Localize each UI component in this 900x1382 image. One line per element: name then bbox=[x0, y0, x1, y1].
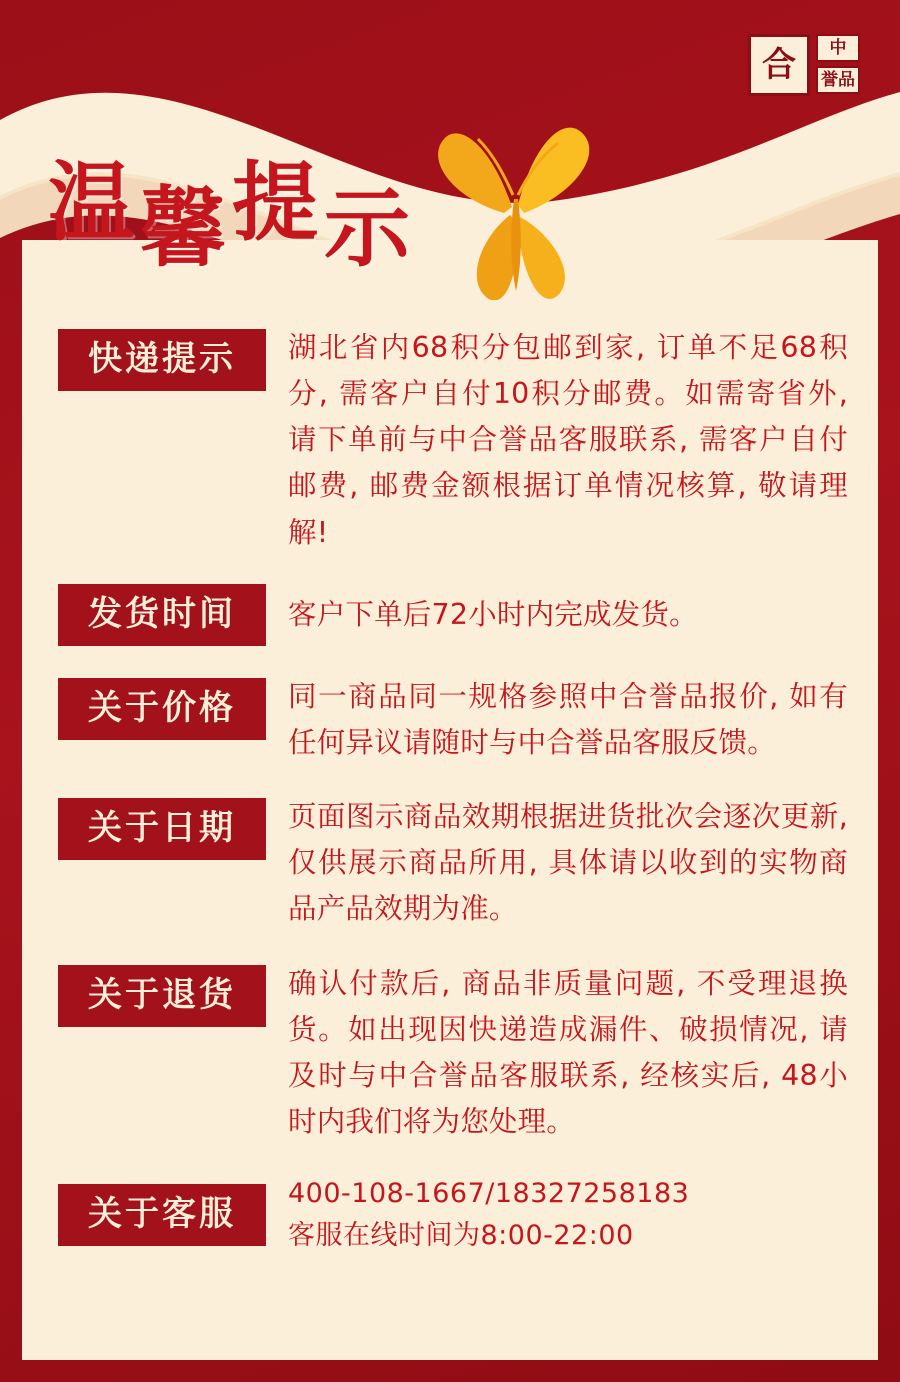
list-item bbox=[22, 325, 878, 556]
title-char-4: 示 bbox=[324, 179, 416, 279]
badge-shipping-time: 发货时间 bbox=[58, 584, 266, 646]
list-item bbox=[22, 584, 878, 646]
title-char-3: 提 bbox=[232, 153, 324, 253]
seal-bottom-icon: 誉品 bbox=[816, 66, 860, 94]
list-item bbox=[22, 1173, 878, 1257]
title-char-2: 馨 bbox=[140, 179, 232, 279]
list-item bbox=[22, 794, 878, 932]
text-shipping-time: 客户下单后72小时内完成发货。 bbox=[288, 597, 698, 631]
text-customer-service bbox=[288, 1173, 848, 1257]
butterfly-icon bbox=[400, 95, 630, 325]
service-phone: 400-108-1667/18327258183 bbox=[288, 1178, 690, 1210]
text-about-returns: 确认付款后, 商品非质量问题, 不受理退换货。如出现因快递造成漏件、破损情况, 请及时与中合誉品客服联系, 经核实后, 48小时内我们将为您处理。 bbox=[288, 966, 848, 1139]
text-about-date: 页面图示商品效期根据进货批次会逐次更新, 仅供展示商品所用, 具体请以收到的实物商品产品效期为准。 bbox=[288, 800, 848, 926]
list-item bbox=[22, 961, 878, 1146]
service-hours: 客服在线时间为8:00-22:00 bbox=[288, 1220, 634, 1252]
badge-express-notice: 快递提示 bbox=[58, 329, 266, 391]
seal-main-icon: 合 bbox=[748, 34, 810, 96]
page-title bbox=[48, 153, 416, 279]
badge-about-date: 关于日期 bbox=[58, 798, 266, 860]
badge-about-returns: 关于退货 bbox=[58, 965, 266, 1027]
title-char-1: 温 bbox=[48, 153, 140, 253]
notice-list bbox=[22, 325, 878, 1285]
list-item bbox=[22, 674, 878, 766]
seal-column bbox=[816, 34, 860, 94]
badge-about-price: 关于价格 bbox=[58, 678, 266, 740]
badge-customer-service: 关于客服 bbox=[58, 1184, 266, 1246]
brand-logo bbox=[748, 34, 860, 96]
text-express-notice: 湖北省内68积分包邮到家, 订单不足68积分, 需客户自付10积分邮费。如需寄省外, 请下单前与中合誉品客服联系, 需客户自付邮费, 邮费金额根据订单情况核算, 敬请理解! bbox=[288, 331, 848, 549]
text-about-price: 同一商品同一规格参照中合誉品报价, 如有任何异议请随时与中合誉品客服反馈。 bbox=[288, 679, 848, 759]
seal-top-icon: 中 bbox=[816, 34, 860, 62]
